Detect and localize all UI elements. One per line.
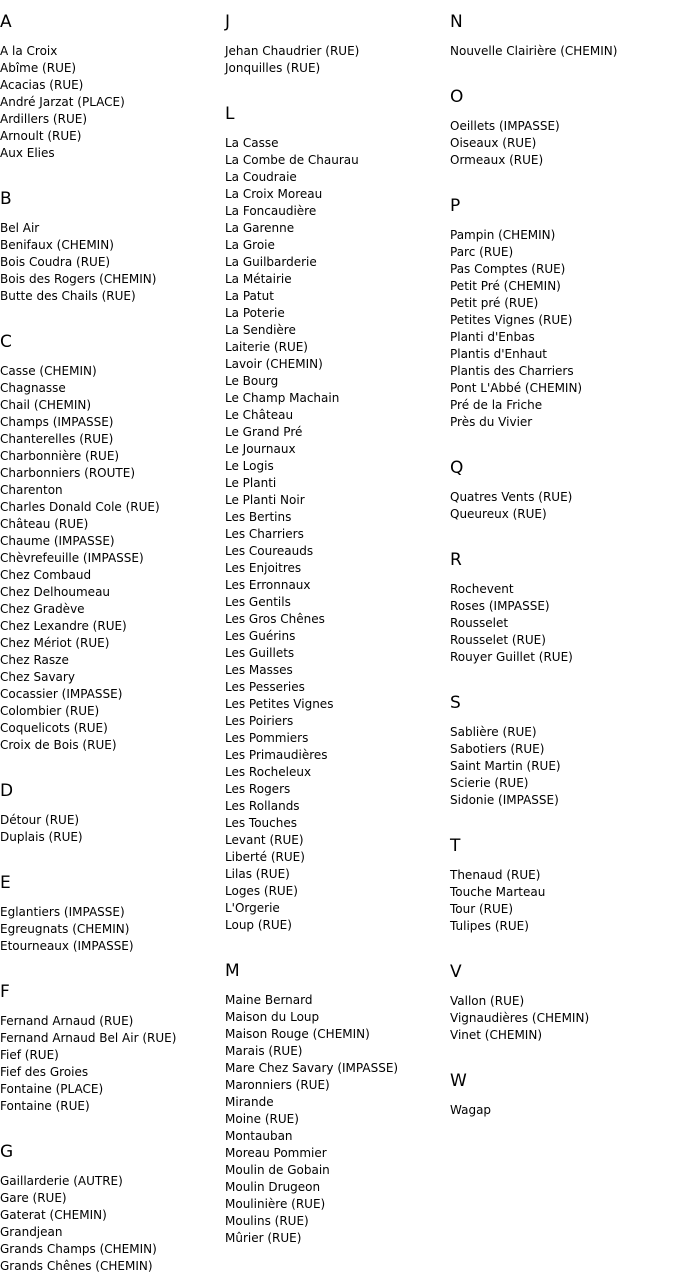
street-entry: La Poterie xyxy=(225,306,285,320)
street-entry: La Combe de Chaurau xyxy=(225,153,359,167)
street-entry: Maison du Loup xyxy=(225,1010,320,1024)
street-entry: La Coudraie xyxy=(225,170,297,184)
street-entry: Rousselet xyxy=(450,616,509,630)
street-entry: Sidonie (IMPASSE) xyxy=(450,793,559,807)
street-entry: Les Masses xyxy=(225,663,293,677)
street-list xyxy=(0,43,220,162)
street-entry: Pampin (CHEMIN) xyxy=(450,228,556,242)
street-entry: Liberté (RUE) xyxy=(225,850,305,864)
street-entry: Le Château xyxy=(225,408,294,422)
street-entry: Pont L'Abbé (CHEMIN) xyxy=(450,381,583,395)
street-entry: Quatres Vents (RUE) xyxy=(450,490,573,504)
street-entry: Les Rogers xyxy=(225,782,291,796)
street-entry: Les Rocheleux xyxy=(225,765,312,779)
street-entry: La Sendière xyxy=(225,323,296,337)
street-entry: Bois Coudra (RUE) xyxy=(0,255,111,269)
street-entry: Moulins (RUE) xyxy=(225,1214,309,1228)
street-entry: Vinet (CHEMIN) xyxy=(450,1028,543,1042)
letter-section xyxy=(225,961,445,1247)
letter-section xyxy=(225,104,445,934)
street-entry: Colombier (RUE) xyxy=(0,704,100,718)
street-entry: Charbonnière (RUE) xyxy=(0,449,120,463)
street-entry: Jonquilles (RUE) xyxy=(225,61,321,75)
street-entry: Le Planti Noir xyxy=(225,493,305,507)
street-entry: Détour (RUE) xyxy=(0,813,80,827)
street-entry: Acacias (RUE) xyxy=(0,78,84,92)
street-entry: Fernand Arnaud Bel Air (RUE) xyxy=(0,1031,177,1045)
street-entry: La Groie xyxy=(225,238,275,252)
street-entry: Charbonniers (ROUTE) xyxy=(0,466,135,480)
street-entry: Plantis des Charriers xyxy=(450,364,574,378)
street-entry: Casse (CHEMIN) xyxy=(0,364,97,378)
street-entry: Les Rollands xyxy=(225,799,300,813)
section-letter-heading: D xyxy=(0,781,14,801)
street-entry: Cocassier (IMPASSE) xyxy=(0,687,123,701)
street-entry: Thenaud (RUE) xyxy=(450,868,541,882)
letter-section xyxy=(0,873,220,955)
letter-section xyxy=(450,87,670,169)
street-entry: Les Guillets xyxy=(225,646,295,660)
section-letter-heading: L xyxy=(225,104,235,124)
letter-section xyxy=(0,1142,220,1275)
letter-section xyxy=(0,982,220,1115)
street-list xyxy=(450,724,670,809)
street-entry: Maison Rouge (CHEMIN) xyxy=(225,1027,370,1041)
street-entry: Egreugnats (CHEMIN) xyxy=(0,922,130,936)
section-letter-heading: J xyxy=(225,12,231,32)
street-entry: Chez Lexandre (RUE) xyxy=(0,619,127,633)
section-letter-heading: E xyxy=(0,873,11,893)
street-entry: Coquelicots (RUE) xyxy=(0,721,108,735)
street-entry: Chagnasse xyxy=(0,381,66,395)
street-entry: Montauban xyxy=(225,1129,293,1143)
section-letter-heading: S xyxy=(450,693,461,713)
street-entry: Fontaine (PLACE) xyxy=(0,1082,104,1096)
street-entry: Les Enjoitres xyxy=(225,561,302,575)
letter-section xyxy=(450,962,670,1044)
street-entry: Chez Rasze xyxy=(0,653,69,667)
street-entry: Moreau Pommier xyxy=(225,1146,327,1160)
section-letter-heading: C xyxy=(0,332,12,352)
street-entry: Les Bertins xyxy=(225,510,292,524)
section-letter-heading: A xyxy=(0,12,12,32)
street-entry: Chèvrefeuille (IMPASSE) xyxy=(0,551,144,565)
street-entry: Fernand Arnaud (RUE) xyxy=(0,1014,134,1028)
street-entry: La Métairie xyxy=(225,272,292,286)
street-entry: Pas Comptes (RUE) xyxy=(450,262,566,276)
street-entry: Moulinière (RUE) xyxy=(225,1197,326,1211)
street-entry: Les Charriers xyxy=(225,527,304,541)
street-entry: Bois des Rogers (CHEMIN) xyxy=(0,272,157,286)
section-letter-heading: P xyxy=(450,196,461,216)
section-letter-heading: V xyxy=(450,962,462,982)
street-entry: Roses (IMPASSE) xyxy=(450,599,550,613)
street-list xyxy=(0,1013,220,1115)
street-entry: Les Coureauds xyxy=(225,544,314,558)
street-entry: Grands Champs (CHEMIN) xyxy=(0,1242,157,1256)
street-entry: Grands Chênes (CHEMIN) xyxy=(0,1259,153,1273)
street-entry: Les Pesseries xyxy=(225,680,305,694)
section-letter-heading: N xyxy=(450,12,463,32)
street-list xyxy=(0,904,220,955)
letter-section xyxy=(450,196,670,431)
street-entry: Queureux (RUE) xyxy=(450,507,547,521)
street-entry: Croix de Bois (RUE) xyxy=(0,738,117,752)
letter-section xyxy=(450,836,670,935)
street-entry: Chail (CHEMIN) xyxy=(0,398,92,412)
letter-section xyxy=(0,12,220,162)
street-entry: Gaillarderie (AUTRE) xyxy=(0,1174,123,1188)
street-entry: Chez Delhoumeau xyxy=(0,585,111,599)
street-entry: Oeillets (IMPASSE) xyxy=(450,119,560,133)
letter-section xyxy=(450,1071,670,1119)
street-entry: Fief des Groies xyxy=(0,1065,89,1079)
index-column xyxy=(225,0,445,1247)
section-letter-heading: W xyxy=(450,1071,467,1091)
street-entry: Vallon (RUE) xyxy=(450,994,525,1008)
street-entry: Fief (RUE) xyxy=(0,1048,59,1062)
street-entry: Chaume (IMPASSE) xyxy=(0,534,115,548)
street-entry: Petites Vignes (RUE) xyxy=(450,313,573,327)
street-entry: Saint Martin (RUE) xyxy=(450,759,561,773)
street-entry: La Guilbarderie xyxy=(225,255,317,269)
street-entry: Levant (RUE) xyxy=(225,833,304,847)
street-entry: Scierie (RUE) xyxy=(450,776,529,790)
street-entry: Pré de la Friche xyxy=(450,398,543,412)
street-entry: Les Guérins xyxy=(225,629,296,643)
section-letter-heading: T xyxy=(450,836,461,856)
street-entry: Rousselet (RUE) xyxy=(450,633,546,647)
street-entry: Charles Donald Cole (RUE) xyxy=(0,500,160,514)
street-list xyxy=(450,489,670,523)
street-entry: Butte des Chails (RUE) xyxy=(0,289,136,303)
section-letter-heading: O xyxy=(450,87,464,107)
street-list xyxy=(450,118,670,169)
section-letter-heading: G xyxy=(0,1142,14,1162)
street-entry: Le Grand Pré xyxy=(225,425,303,439)
street-entry: Fontaine (RUE) xyxy=(0,1099,90,1113)
street-entry: Maronniers (RUE) xyxy=(225,1078,330,1092)
section-letter-heading: R xyxy=(450,550,462,570)
street-entry: Château (RUE) xyxy=(0,517,89,531)
index-column xyxy=(450,0,670,1119)
street-entry: Tulipes (RUE) xyxy=(450,919,529,933)
letter-section xyxy=(450,458,670,523)
street-entry: Petit pré (RUE) xyxy=(450,296,539,310)
letter-section xyxy=(450,12,670,60)
street-entry: A la Croix xyxy=(0,44,58,58)
street-list xyxy=(450,1102,670,1119)
street-entry: La Garenne xyxy=(225,221,295,235)
street-list xyxy=(225,992,445,1247)
street-entry: Champs (IMPASSE) xyxy=(0,415,114,429)
street-list xyxy=(0,1173,220,1275)
street-entry: Mirande xyxy=(225,1095,274,1109)
street-entry: Rouyer Guillet (RUE) xyxy=(450,650,573,664)
street-entry: Les Petites Vignes xyxy=(225,697,334,711)
street-entry: Les Erronnaux xyxy=(225,578,311,592)
section-letter-heading: F xyxy=(0,982,10,1002)
street-list xyxy=(450,581,670,666)
street-entry: Les Pommiers xyxy=(225,731,309,745)
letter-section xyxy=(0,781,220,846)
street-entry: Maine Bernard xyxy=(225,993,313,1007)
street-entry: Le Champ Machain xyxy=(225,391,340,405)
street-entry: Aux Elies xyxy=(0,146,55,160)
street-entry: Le Planti xyxy=(225,476,277,490)
street-entry: Mûrier (RUE) xyxy=(225,1231,302,1245)
street-entry: Moulin de Gobain xyxy=(225,1163,330,1177)
street-entry: André Jarzat (PLACE) xyxy=(0,95,125,109)
street-entry: Nouvelle Clairière (CHEMIN) xyxy=(450,44,618,58)
street-entry: Jehan Chaudrier (RUE) xyxy=(225,44,360,58)
street-entry: Sabotiers (RUE) xyxy=(450,742,545,756)
street-entry: Duplais (RUE) xyxy=(0,830,83,844)
street-entry: Tour (RUE) xyxy=(450,902,514,916)
street-entry: Chez Gradève xyxy=(0,602,85,616)
street-entry: Le Logis xyxy=(225,459,274,473)
section-letter-heading: B xyxy=(0,189,12,209)
street-entry: Les Gros Chênes xyxy=(225,612,325,626)
street-entry: Lilas (RUE) xyxy=(225,867,290,881)
letter-section xyxy=(0,189,220,305)
street-entry: Sablière (RUE) xyxy=(450,725,537,739)
street-entry: Ardillers (RUE) xyxy=(0,112,87,126)
street-entry: Laiterie (RUE) xyxy=(225,340,308,354)
letter-section xyxy=(225,12,445,77)
street-entry: Loup (RUE) xyxy=(225,918,292,932)
street-entry: L'Orgerie xyxy=(225,901,280,915)
street-entry: Plantis d'Enhaut xyxy=(450,347,548,361)
street-entry: Chez Mériot (RUE) xyxy=(0,636,110,650)
street-list xyxy=(450,993,670,1044)
street-entry: La Foncaudière xyxy=(225,204,317,218)
street-list xyxy=(0,220,220,305)
street-entry: Mare Chez Savary (IMPASSE) xyxy=(225,1061,399,1075)
street-entry: Touche Marteau xyxy=(450,885,546,899)
street-entry: Benifaux (CHEMIN) xyxy=(0,238,114,252)
street-entry: Eglantiers (IMPASSE) xyxy=(0,905,125,919)
street-entry: Arnoult (RUE) xyxy=(0,129,82,143)
street-entry: Lavoir (CHEMIN) xyxy=(225,357,323,371)
street-entry: Gare (RUE) xyxy=(0,1191,67,1205)
street-entry: Les Touches xyxy=(225,816,297,830)
street-entry: Gaterat (CHEMIN) xyxy=(0,1208,107,1222)
street-list xyxy=(0,812,220,846)
street-entry: La Casse xyxy=(225,136,279,150)
street-entry: Vignaudières (CHEMIN) xyxy=(450,1011,590,1025)
street-entry: Chez Combaud xyxy=(0,568,92,582)
street-entry: Moulin Drugeon xyxy=(225,1180,321,1194)
letter-section xyxy=(450,550,670,666)
letter-section xyxy=(0,332,220,754)
street-entry: Charenton xyxy=(0,483,63,497)
section-letter-heading: M xyxy=(225,961,240,981)
street-entry: Wagap xyxy=(450,1103,492,1117)
index-column xyxy=(0,0,220,1275)
street-list xyxy=(450,43,670,60)
street-entry: Planti d'Enbas xyxy=(450,330,535,344)
street-entry: Ormeaux (RUE) xyxy=(450,153,544,167)
street-entry: Les Primaudières xyxy=(225,748,328,762)
street-entry: Abîme (RUE) xyxy=(0,61,77,75)
street-entry: Les Poiriers xyxy=(225,714,294,728)
street-entry: Grandjean xyxy=(0,1225,63,1239)
street-list xyxy=(225,43,445,77)
letter-section xyxy=(450,693,670,809)
street-entry: Les Gentils xyxy=(225,595,291,609)
street-entry: Etourneaux (IMPASSE) xyxy=(0,939,134,953)
street-entry: Bel Air xyxy=(0,221,40,235)
street-list xyxy=(450,867,670,935)
street-entry: Parc (RUE) xyxy=(450,245,514,259)
street-entry: Loges (RUE) xyxy=(225,884,298,898)
street-entry: Marais (RUE) xyxy=(225,1044,303,1058)
street-entry: Petit Pré (CHEMIN) xyxy=(450,279,561,293)
street-entry: La Croix Moreau xyxy=(225,187,323,201)
street-entry: Chanterelles (RUE) xyxy=(0,432,114,446)
street-entry: Moine (RUE) xyxy=(225,1112,299,1126)
street-entry: Le Bourg xyxy=(225,374,279,388)
section-letter-heading: Q xyxy=(450,458,464,478)
street-list xyxy=(225,135,445,934)
street-entry: La Patut xyxy=(225,289,274,303)
street-list xyxy=(450,227,670,431)
street-entry: Près du Vivier xyxy=(450,415,533,429)
street-entry: Rochevent xyxy=(450,582,514,596)
street-entry: Chez Savary xyxy=(0,670,75,684)
street-entry: Le Journaux xyxy=(225,442,296,456)
street-entry: Oiseaux (RUE) xyxy=(450,136,537,150)
street-list xyxy=(0,363,220,754)
